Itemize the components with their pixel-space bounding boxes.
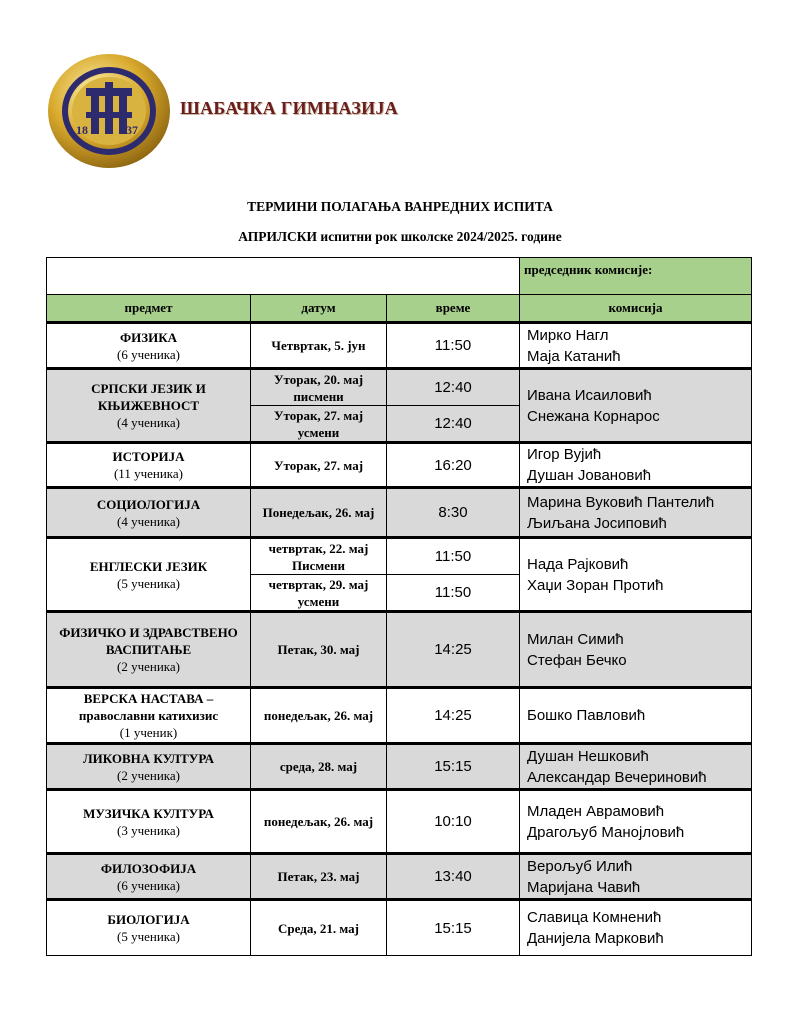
table-row: [47, 900, 752, 956]
date-cell: Понедељак, 26. мај: [251, 488, 387, 538]
committee-cell: Марина Вуковић Пантелић Љиљана Јосиповић: [520, 488, 752, 538]
time-cell: 10:10: [387, 790, 520, 854]
time-cell: 16:20: [387, 443, 520, 488]
exam-schedule-table: [46, 257, 752, 956]
logo-year-right: 37: [126, 123, 138, 137]
date-cell: понедељак, 26. мај: [251, 688, 387, 744]
time-cell: 15:15: [387, 900, 520, 956]
time-cell: 12:40: [387, 369, 520, 406]
date-cell: четвртак, 22. мај Писмени: [251, 538, 387, 575]
time-cell: 13:40: [387, 854, 520, 900]
subject-cell: ФИЗИКА (6 ученика): [47, 323, 251, 369]
committee-cell: Мирко Нагл Маја Катанић: [520, 323, 752, 369]
committee-cell: Игор Вујић Душан Јовановић: [520, 443, 752, 488]
blank-header-cell: [47, 258, 520, 295]
committee-cell: Младен Аврамовић Драгољуб Манојловић: [520, 790, 752, 854]
subject-cell: СРПСКИ ЈЕЗИК И КЊИЖЕВНОСТ (4 ученика): [47, 369, 251, 443]
subject-cell: СОЦИОЛОГИЈА (4 ученика): [47, 488, 251, 538]
col-date: датум: [251, 295, 387, 323]
subject-cell: ФИЛОЗОФИЈА (6 ученика): [47, 854, 251, 900]
table-row: [47, 612, 752, 688]
table-row: [47, 790, 752, 854]
date-cell: Уторак, 20. мај писмени: [251, 369, 387, 406]
committee-cell: Милан Симић Стефан Бечко: [520, 612, 752, 688]
table-row: [47, 443, 752, 488]
subject-cell: ЕНГЛЕСКИ ЈЕЗИК (5 ученика): [47, 538, 251, 612]
col-committee: комисија: [520, 295, 752, 323]
time-cell: 11:50: [387, 575, 520, 612]
date-cell: Петак, 23. мај: [251, 854, 387, 900]
logo-year-left: 18: [76, 123, 88, 137]
table-row: [47, 538, 752, 575]
date-cell: Петак, 30. мај: [251, 612, 387, 688]
time-cell: 15:15: [387, 744, 520, 790]
document-title: ТЕРМИНИ ПОЛАГАЊА ВАНРЕДНИХ ИСПИТА: [247, 199, 553, 214]
table-row: [47, 323, 752, 369]
date-cell: четвртак, 29. мај усмени: [251, 575, 387, 612]
date-cell: среда, 28. мај: [251, 744, 387, 790]
subject-cell: БИОЛОГИЈА (5 ученика): [47, 900, 251, 956]
time-cell: 11:50: [387, 323, 520, 369]
date-cell: понедељак, 26. мај: [251, 790, 387, 854]
date-cell: Уторак, 27. мај: [251, 443, 387, 488]
date-cell: Четвртак, 5. јун: [251, 323, 387, 369]
time-cell: 14:25: [387, 688, 520, 744]
committee-cell: Ивана Исаиловић Снежана Корнарос: [520, 369, 752, 443]
committee-cell: Верољуб Илић Маријана Чавић: [520, 854, 752, 900]
time-cell: 8:30: [387, 488, 520, 538]
subject-cell: МУЗИЧКА КУЛТУРА (3 ученика): [47, 790, 251, 854]
col-time: време: [387, 295, 520, 323]
committee-cell: Славица Комненић Данијела Марковић: [520, 900, 752, 956]
school-logo: [46, 52, 172, 170]
col-subject: предмет: [47, 295, 251, 323]
subject-cell: ИСТОРИЈА (11 ученика): [47, 443, 251, 488]
time-cell: 11:50: [387, 538, 520, 575]
table-row: [47, 688, 752, 744]
table-row: [47, 744, 752, 790]
subject-cell: ЛИКОВНА КУЛТУРА (2 ученика): [47, 744, 251, 790]
school-name: ШАБАЧКА ГИМНАЗИЈА: [180, 98, 399, 118]
committee-cell: Нада Рајковић Хаџи Зоран Протић: [520, 538, 752, 612]
column-header-row: [47, 295, 752, 323]
date-cell: Уторак, 27. мај усмени: [251, 406, 387, 443]
time-cell: 14:25: [387, 612, 520, 688]
table-row: [47, 488, 752, 538]
committee-cell: Бошко Павловић: [520, 688, 752, 744]
subject-cell: ВЕРСКА НАСТАВА – православни катихизис (1 ученик): [47, 688, 251, 744]
date-cell: Среда, 21. мај: [251, 900, 387, 956]
table-top-row: [47, 258, 752, 295]
table-row: [47, 369, 752, 406]
subject-cell: ФИЗИЧКО И ЗДРАВСТВЕНО ВАСПИТАЊЕ (2 ученика): [47, 612, 251, 688]
table-row: [47, 854, 752, 900]
committee-cell: Душан Нешковић Александар Вечериновић: [520, 744, 752, 790]
time-cell: 12:40: [387, 406, 520, 443]
committee-chair-label: председник комисије:: [520, 258, 752, 295]
document-subtitle: АПРИЛСКИ испитни рок школске 2024/2025. године: [238, 229, 562, 244]
